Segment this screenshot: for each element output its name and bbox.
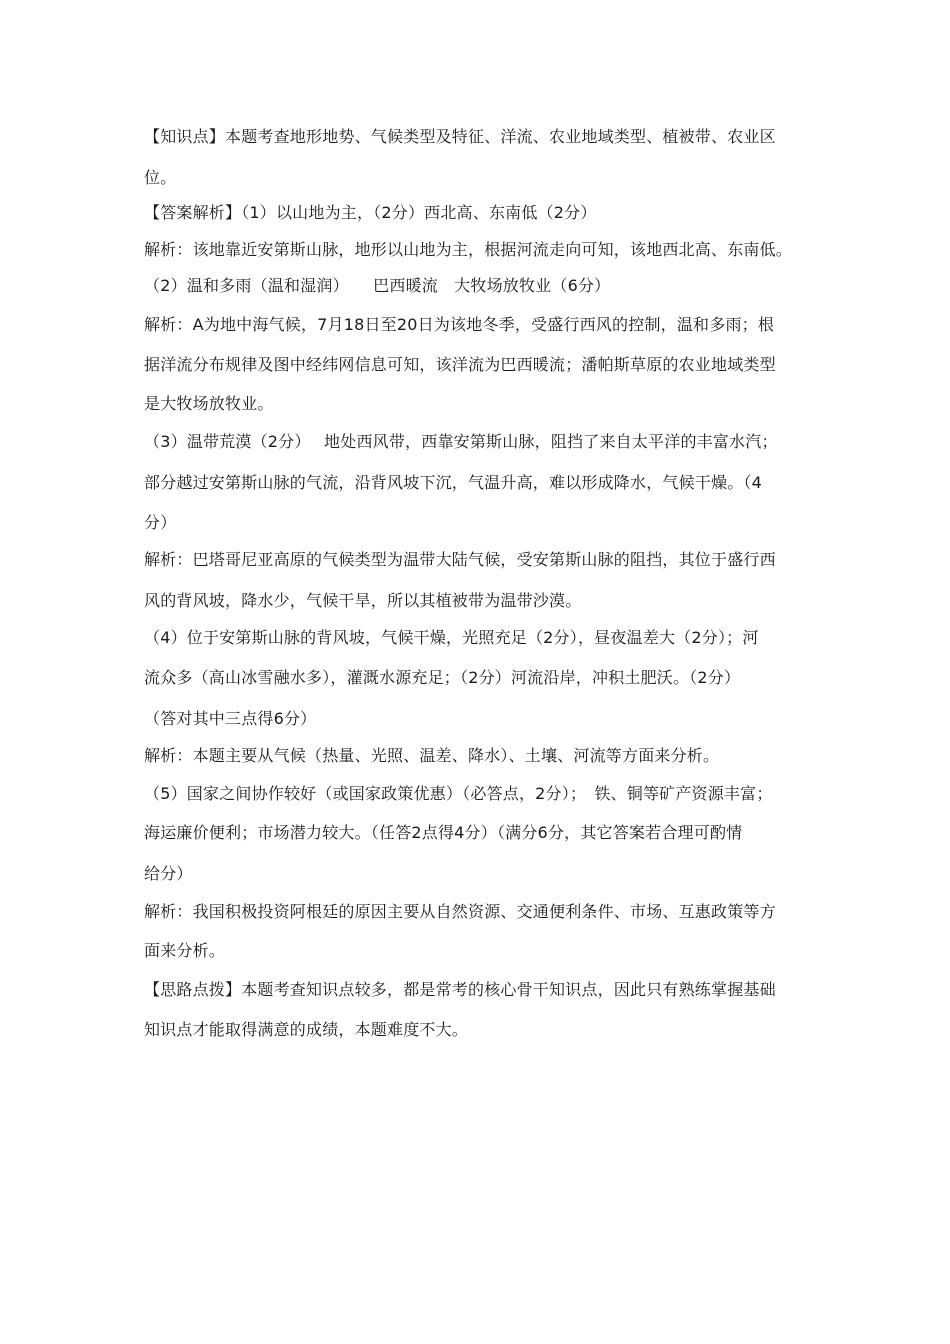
- text-line: 面来分析。: [144, 941, 226, 960]
- text-line: （4）位于安第斯山脉的背风坡，气候干燥，光照充足（2分），昼夜温差大（2分）；河: [144, 628, 759, 647]
- text-line: 给分）: [144, 864, 193, 883]
- text-line: 分）: [144, 513, 177, 532]
- text-line: 【知识点】本题考查地形地势、气候类型及特征、洋流、农业地域类型、植被带、农业区: [144, 127, 776, 146]
- text-line: 海运廉价便利；市场潜力较大。（任答2点得4分）（满分6分，其它答案若合理可酌情: [144, 823, 743, 842]
- text-line: 【答案解析】（1）以山地为主，（2分）西北高、东南低（2分）: [144, 203, 597, 222]
- text-line: 解析：我国积极投资阿根廷的原因主要从自然资源、交通便利条件、市场、互惠政策等方: [144, 902, 776, 921]
- text-line: （3）温带荒漠（2分） 地处西风带，西靠安第斯山脉，阻挡了来自太平洋的丰富水汽；: [144, 432, 778, 451]
- text-line: （5）国家之间协作较好（或国家政策优惠）（必答点，2分）； 铁、铜等矿产资源丰富；: [144, 784, 773, 803]
- text-line: 部分越过安第斯山脉的气流，沿背风坡下沉，气温升高，难以形成降水，气候干燥。（4: [144, 473, 762, 492]
- text-line: 是大牧场放牧业。: [144, 394, 274, 413]
- text-line: 位。: [144, 168, 177, 187]
- text-line: 【思路点拨】本题考查知识点较多，都是常考的核心骨干知识点，因此只有熟练掌握基础: [144, 980, 776, 999]
- text-line: 风的背风坡，降水少，气候干旱，所以其植被带为温带沙漠。: [144, 591, 582, 610]
- text-line: 流众多（高山冰雪融水多），灌溉水源充足；（2分）河流沿岸，冲积土肥沃。（2分）: [144, 668, 741, 687]
- text-line: 解析：该地靠近安第斯山脉，地形以山地为主，根据河流走向可知，该地西北高、东南低。: [144, 240, 793, 259]
- text-line: 据洋流分布规律及图中经纬网信息可知，该洋流为巴西暖流；潘帕斯草原的农业地域类型: [144, 355, 776, 374]
- text-line: （答对其中三点得6分）: [144, 709, 317, 728]
- text-line: 解析：巴塔哥尼亚高原的气候类型为温带大陆气候，受安第斯山脉的阻挡，其位于盛行西: [144, 550, 776, 569]
- text-line: 解析：本题主要从气候（热量、光照、温差、降水）、土壤、河流等方面来分析。: [144, 746, 720, 765]
- text-line: 解析：A为地中海气候，7月18日至20日为该地冬季，受盛行西风的控制，温和多雨；根: [144, 315, 775, 334]
- text-line: （2）温和多雨（温和湿润） 巴西暖流 大牧场放牧业（6分）: [144, 276, 611, 295]
- text-line: 知识点才能取得满意的成绩，本题难度不大。: [144, 1020, 469, 1039]
